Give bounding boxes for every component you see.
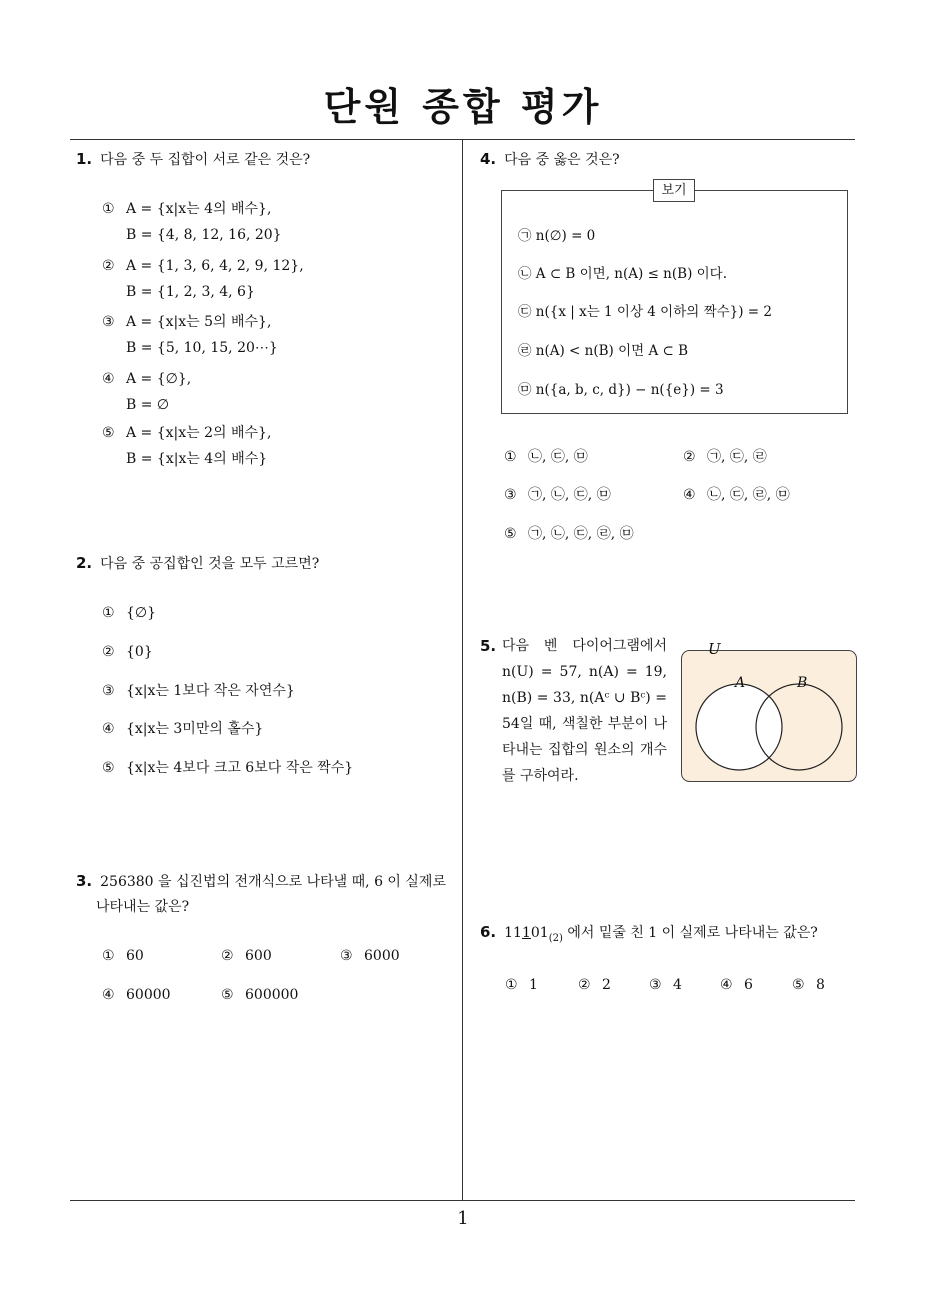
- example-box-label: 보기: [653, 179, 695, 202]
- question-6: 6. $11101_{(2)}$ 에서 밑줄 친 1 이 실제로 나타내는 값은?: [480, 923, 818, 944]
- example-item-2: ㉡ A ⊂ B 이면, n(A) ≤ n(B) 이다.: [518, 266, 727, 282]
- venn-label-b: B: [797, 675, 808, 691]
- q3-choice-4[interactable]: ④ 60000: [102, 987, 171, 1003]
- q1-choice-2-b: B = {1, 2, 3, 4, 6}: [126, 284, 255, 300]
- q6-choice-1[interactable]: ① 1: [505, 977, 538, 993]
- q1-choice-3[interactable]: ③ A = {x|x는 5의 배수},: [102, 314, 272, 330]
- question-2: [76, 551, 319, 576]
- q2-choice-3[interactable]: ③ {x|x는 1보다 작은 자연수}: [102, 683, 295, 699]
- q4-choice-5[interactable]: ⑤ ㉠, ㉡, ㉢, ㉣, ㉤: [504, 526, 634, 542]
- underlined-digit: 1: [521, 925, 531, 941]
- q1-choice-5[interactable]: ⑤ A = {x|x는 2의 배수},: [102, 425, 272, 441]
- page-title: 단원 종합 평가: [323, 85, 603, 129]
- page-number: 1: [457, 1208, 469, 1229]
- q6-choice-3[interactable]: ③ 4: [649, 977, 682, 993]
- question-4: [480, 147, 620, 172]
- example-item-4: ㉣ n(A) < n(B) 이면 A ⊂ B: [518, 343, 689, 359]
- q1-choice-1[interactable]: ① A = {x|x는 4의 배수},: [102, 201, 272, 217]
- venn-diagram: [681, 650, 857, 782]
- venn-label-u: U: [708, 640, 721, 658]
- bottom-rule: [70, 1200, 855, 1201]
- example-item-1: ㉠ n(∅) = 0: [518, 228, 596, 244]
- q1-choice-3-b: B = {5, 10, 15, 20⋯}: [126, 340, 278, 356]
- column-divider: [462, 139, 463, 1201]
- q4-choice-1[interactable]: ① ㉡, ㉢, ㉤: [504, 449, 588, 465]
- q2-choice-4[interactable]: ④ {x|x는 3미만의 홀수}: [102, 721, 264, 737]
- question-number: 2.: [76, 554, 93, 572]
- q6-choice-5[interactable]: ⑤ 8: [792, 977, 825, 993]
- q4-choice-2[interactable]: ② ㉠, ㉢, ㉣: [683, 449, 767, 465]
- example-item-5: ㉤ n({a, b, c, d}) − n({e}) = 3: [518, 382, 724, 398]
- question-text: 다음 중 옳은 것은?: [504, 152, 620, 168]
- base-subscript: (2): [548, 932, 563, 944]
- q2-choice-5[interactable]: ⑤ {x|x는 4보다 크고 6보다 작은 짝수}: [102, 760, 354, 776]
- question-text-line2: 나타내는 값은?: [96, 899, 190, 915]
- question-text-line1: 256380 을 십진법의 전개식으로 나타낼 때, 6 이 실제로: [100, 874, 446, 890]
- q1-choice-5-b: B = {x|x는 4의 배수}: [126, 451, 268, 467]
- q2-choice-2[interactable]: ② {0}: [102, 644, 153, 660]
- q3-choice-5[interactable]: ⑤ 600000: [221, 987, 299, 1003]
- example-item-3: ㉢ n({x | x는 1 이상 4 이하의 짝수}) = 2: [518, 304, 773, 320]
- q3-choice-3[interactable]: ③ 6000: [340, 948, 400, 964]
- q4-choice-4[interactable]: ④ ㉡, ㉢, ㉣, ㉤: [683, 487, 790, 503]
- question-text: 다음 중 공집합인 것을 모두 고르면?: [100, 556, 320, 572]
- q4-choice-3[interactable]: ③ ㉠, ㉡, ㉢, ㉤: [504, 487, 611, 503]
- question-3: [76, 869, 446, 894]
- question-number: 1.: [76, 150, 93, 168]
- question-text: 다음 중 두 집합이 서로 같은 것은?: [100, 152, 311, 168]
- q3-choice-1[interactable]: ① 60: [102, 948, 144, 964]
- q1-choice-2[interactable]: ② A = {1, 3, 6, 4, 2, 9, 12},: [102, 258, 304, 274]
- q6-choice-4[interactable]: ④ 6: [720, 977, 753, 993]
- q1-choice-4-b: B = ∅: [126, 397, 170, 413]
- question-1: [76, 147, 310, 172]
- q1-choice-4[interactable]: ④ A = {∅},: [102, 371, 192, 387]
- q3-choice-2[interactable]: ② 600: [221, 948, 272, 964]
- question-number: 5.: [480, 637, 497, 655]
- question-number: 3.: [76, 872, 93, 890]
- question-number: 4.: [480, 150, 497, 168]
- question-text: 에서 밑줄 친 1 이 실제로 나타내는 값은?: [562, 925, 818, 941]
- q6-choice-2[interactable]: ② 2: [578, 977, 611, 993]
- question-number: 6.: [480, 923, 497, 941]
- q2-choice-1[interactable]: ① {∅}: [102, 605, 157, 621]
- venn-label-a: A: [735, 675, 746, 691]
- question-5-text: 다음 벤 다이어그램에서 n(U) = 57, n(A) = 19, n(B) = 33, n(Aᶜ ∪ Bᶜ) = 54일 때, 색칠한 부분이 나타내는 집합의 원소의 개수를 구하여라.: [502, 638, 667, 784]
- q1-choice-1-b: B = {4, 8, 12, 16, 20}: [126, 227, 282, 243]
